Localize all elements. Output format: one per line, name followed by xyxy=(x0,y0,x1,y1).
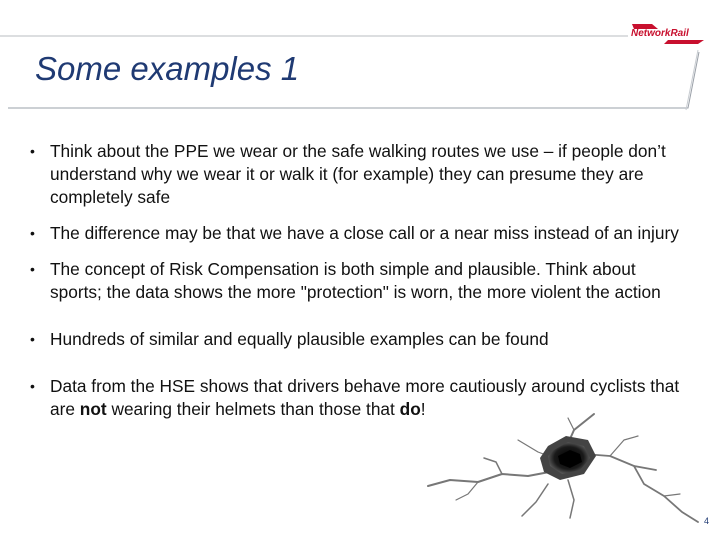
bullet-text-part: wearing their helmets than those that xyxy=(106,399,400,419)
bullet-text: Hundreds of similar and equally plausible examples can be found xyxy=(50,329,549,349)
bullet-item xyxy=(30,140,690,209)
page-number: 4 xyxy=(704,516,710,526)
bullet-list xyxy=(30,140,690,421)
bullet-text: The concept of Risk Compensation is both simple and plausible. Think about sports; the data shows the more "protection" is worn, the more violent the action xyxy=(50,259,661,302)
bullet-item xyxy=(30,258,690,304)
bullet-text: Think about the PPE we wear or the safe walking routes we use – if people don’t understand why we wear it or walk it (for example) they can presume they are completely safe xyxy=(50,141,666,207)
bullet-text-part: Data from the HSE shows that drivers behave more cautiously around cyclists that are xyxy=(50,376,680,419)
bullet-emphasis: not xyxy=(79,399,107,419)
bullet-glyph: • xyxy=(30,331,35,347)
bullet-text: The difference may be that we have a close call or a near miss instead of an injury xyxy=(50,223,679,243)
bullet-emphasis: do xyxy=(399,399,421,419)
bullet-glyph: • xyxy=(30,143,35,159)
bullet-item xyxy=(30,222,690,245)
bullet-glyph: • xyxy=(30,261,35,277)
slide-title: Some examples 1 xyxy=(35,50,300,87)
bullet-glyph: • xyxy=(30,225,35,241)
cracked-ground-image xyxy=(398,400,720,535)
network-rail-logo xyxy=(628,21,708,45)
bullet-glyph: • xyxy=(30,378,35,394)
bullet-item xyxy=(30,328,690,351)
svg-text:NetworkRail: NetworkRail xyxy=(631,28,689,39)
bullet-text-part: ! xyxy=(420,399,426,419)
